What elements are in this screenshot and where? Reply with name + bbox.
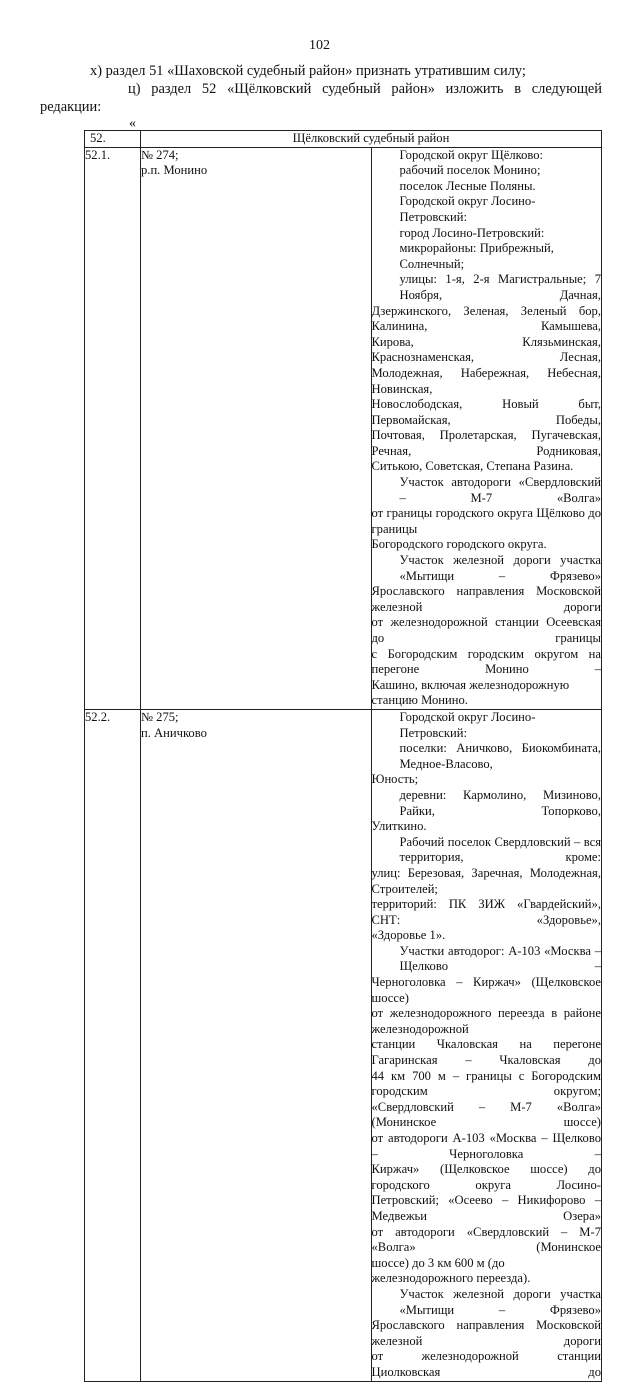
description-line: Киржач» (Щелковское шоссе) до городского округа Лосино-	[371, 1162, 601, 1192]
description-line: деревни: Кармолино, Мизиново, Райки, Топорково,	[399, 787, 601, 818]
description-line: Ярославского направления Московской железной дороги	[371, 1318, 601, 1348]
description-line: Участки автодорог: А-103 «Москва – Щелково –	[399, 943, 601, 974]
description-line: микрорайоны: Прибрежный, Солнечный;	[399, 241, 554, 271]
description-line: Улиткино.	[371, 819, 427, 834]
row-description	[371, 709, 602, 1381]
description-line: шоссе) до 3 км 600 м (до железнодорожного переезда).	[371, 1255, 531, 1286]
item-x-paragraph	[90, 62, 602, 80]
description-line: Ситькою, Советская, Степана Разина.	[371, 459, 574, 474]
description-line: от железнодорожного переезда в районе железнодорожной	[371, 1006, 601, 1036]
description-line: Богородского городского округа.	[371, 537, 547, 552]
row-number: 52.2.	[85, 709, 141, 1381]
location-number: № 275;	[141, 709, 179, 724]
description-line: от железнодорожной станции Осеевская до границы	[371, 615, 601, 645]
description-line: улиц: Березовая, Заречная, Молодежная, Строителей;	[371, 865, 601, 896]
row-location	[141, 147, 372, 709]
description-line: Дзержинского, Зеленая, Зеленый бор, Калинина, Камышева,	[371, 303, 601, 334]
item-ts-line-1: ц) раздел 52 «Щёлковский судебный район» изложить в следующей	[128, 81, 602, 97]
description-line: Новослободская, Новый быт, Первомайская, Победы,	[371, 397, 601, 427]
description-line: территорий: ПК ЗИЖ «Гвардейский», СНТ: «Здоровье»,	[371, 897, 601, 927]
opening-quote: «	[129, 116, 136, 131]
description-line: Почтовая, Пролетарская, Пугачевская, Речная, Родниковая,	[371, 428, 601, 458]
description-line: Кашино, включая железнодорожную станцию Монино.	[371, 677, 570, 708]
item-ts-line-2: редакции:	[40, 99, 102, 115]
item-x-text: х) раздел 51 «Шаховской судебный район» признать утратившим силу;	[90, 63, 526, 79]
table-row	[85, 709, 602, 1381]
description-line: Ярославского направления Московской железной дороги	[371, 584, 601, 614]
description-line: Участок железной дороги участка «Мытищи – Фрязево»	[399, 1286, 601, 1317]
description-line: от границы городского округа Щёлково до границы	[371, 506, 601, 536]
row-location	[141, 709, 372, 1381]
description-line: Петровский; «Осеево – Никифорово – Медвежьи Озера»	[371, 1193, 601, 1223]
description-line: Участок железной дороги участка «Мытищи – Фрязево»	[399, 553, 601, 583]
header-title: Щёлковский судебный район	[141, 131, 602, 148]
description-line: станции Чкаловская на перегоне Гагаринская – Чкаловская до	[371, 1037, 601, 1068]
description-line: от автодороги «Свердловский – М-7 «Волга» (Монинское	[371, 1224, 601, 1255]
description-line: Молодежная, Набережная, Небесная, Новинская,	[371, 365, 601, 396]
location-number: № 274;	[141, 147, 179, 162]
description-line: рабочий поселок Монино;	[399, 163, 541, 178]
table-row	[85, 147, 602, 709]
header-number: 52.	[85, 131, 141, 148]
row-number: 52.1.	[85, 147, 141, 709]
item-ts-paragraph	[40, 80, 602, 116]
description-line: Черноголовка – Киржач» (Щелковское шоссе)	[371, 975, 601, 1005]
description-line: «Здоровье 1».	[371, 928, 446, 943]
description-line: Рабочий поселок Свердловский – вся территория, кроме:	[399, 834, 601, 865]
page-number: 102	[309, 38, 330, 53]
row-description	[371, 147, 602, 709]
description-line: с Богородским городским округом на перегоне Монино –	[371, 646, 601, 677]
description-line: Городской округ Щёлково:	[399, 147, 544, 162]
description-line: 44 км 700 м – границы с Богородским городским округом;	[371, 1068, 601, 1099]
description-line: поселки: Аничково, Биокомбината, Медное-Власово,	[399, 741, 601, 771]
description-line: город Лосино-Петровский:	[399, 225, 545, 240]
description-line: поселок Лесные Поляны.	[399, 178, 536, 193]
location-name: п. Аничково	[141, 725, 207, 740]
description-line: от железнодорожной станции Циолковская до	[371, 1349, 601, 1379]
location-name: р.п. Монино	[141, 163, 208, 178]
description-line: от автодороги А-103 «Москва – Щелково – Черноголовка –	[371, 1131, 601, 1161]
description-line: Кирова, Клязьминская, Краснознаменская, Лесная,	[371, 334, 601, 365]
description-line: улицы: 1-я, 2-я Магистральные; 7 Ноября, Дачная,	[399, 272, 601, 302]
description-line: Участок автодороги «Свердловский – М-7 «Волга»	[399, 475, 601, 505]
description-line: Городской округ Лосино-Петровский:	[399, 194, 536, 224]
description-line: «Свердловский – М-7 «Волга» (Монинское шоссе)	[371, 1099, 601, 1130]
court-district-table	[84, 130, 602, 1382]
description-line: Юность;	[371, 772, 419, 787]
table-header-row	[85, 131, 602, 148]
description-line: Городской округ Лосино-Петровский:	[399, 709, 536, 740]
